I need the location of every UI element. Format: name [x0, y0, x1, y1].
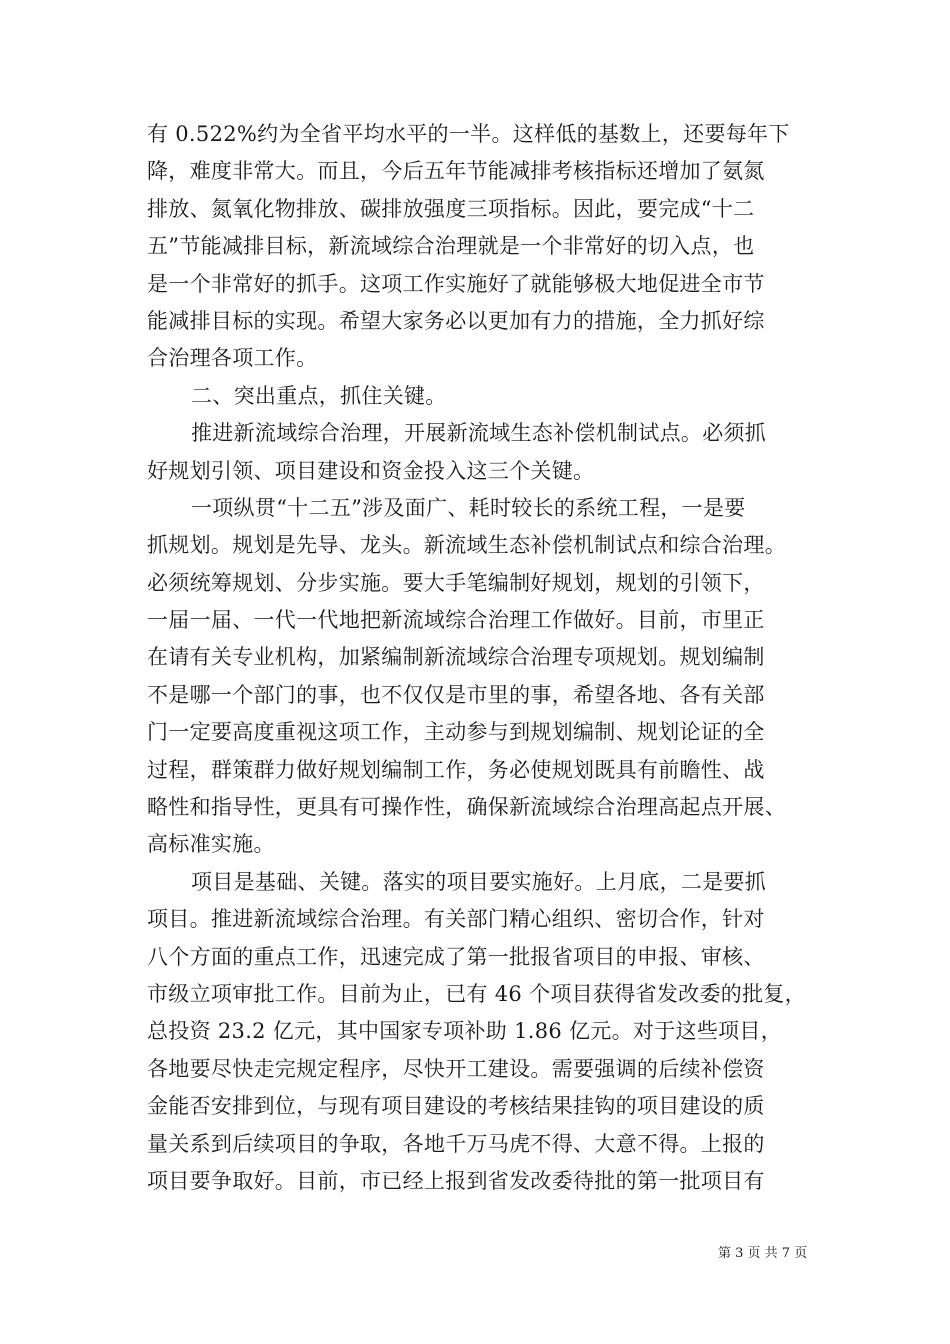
text-line: 过程，群策群力做好规划编制工作，务必使规划既具有前瞻性、战 — [147, 757, 765, 782]
text-line: 门一定要高度重视这项工作，主动参与到规划编制、规划论证的全 — [147, 720, 765, 745]
text-line: 是一个非常好的抓手。这项工作实施好了就能够极大地促进全市节 — [147, 271, 765, 296]
text-line: 有 0.522%约为全省平均水平的一半。这样低的基数上，还要每年下 — [147, 122, 790, 146]
text-line: 各地要尽快走完规定程序，尽快开工建设。需要强调的后续补偿资 — [147, 1056, 765, 1081]
page-number-footer: 第 3 页 共 7 页 — [718, 1246, 808, 1261]
text-line: 不是哪一个部门的事，也不仅仅是市里的事，希望各地、各有关部 — [147, 682, 765, 707]
text-line: 量关系到后续项目的争取，各地千万马虎不得、大意不得。上报的 — [147, 1131, 765, 1156]
text-line: 抓规划。规划是先导、龙头。新流域生态补偿机制试点和综合治理。 — [147, 533, 786, 558]
text-line: 一届一届、一代一代地把新流域综合治理工作做好。目前，市里正 — [147, 608, 765, 633]
text-line: 项目要争取好。目前，市已经上报到省发改委待批的第一批项目有 — [147, 1168, 765, 1193]
text-line: 略性和指导性，更具有可操作性，确保新流域综合治理高起点开展、 — [147, 795, 786, 820]
document-body — [147, 116, 827, 1200]
text-line: 五”节能减排目标，新流域综合治理就是一个非常好的切入点，也 — [147, 234, 755, 259]
text-line: 项目是基础、关键。落实的项目要实施好。上月底，二是要抓 — [191, 869, 767, 894]
text-line: 金能否安排到位，与现有项目建设的考核结果挂钩的项目建设的质 — [147, 1094, 765, 1119]
text-line: 好规划引领、项目建设和资金投入这三个关键。 — [147, 458, 595, 483]
text-line: 推进新流域综合治理，开展新流域生态补偿机制试点。必须抓 — [191, 421, 767, 446]
text-line: 高标准实施。 — [147, 832, 275, 857]
text-line: 一项纵贯“十二五”涉及面广、耗时较长的系统工程，一是要 — [191, 495, 746, 520]
text-line: 二、突出重点，抓住关键。 — [191, 383, 447, 408]
text-line: 合治理各项工作。 — [147, 346, 318, 371]
text-line: 项目。推进新流域综合治理。有关部门精心组织、密切合作，针对 — [147, 907, 765, 932]
text-line: 市级立项审批工作。目前为止，已有 46 个项目获得省发改委的批复， — [147, 981, 806, 1006]
text-line: 八个方面的重点工作，迅速完成了第一批报省项目的申报、审核、 — [147, 944, 765, 969]
text-line: 必须统筹规划、分步实施。要大手笔编制好规划，规划的引领下， — [147, 570, 765, 595]
text-line: 总投资 23.2 亿元，其中国家专项补助 1.86 亿元。对于这些项目， — [147, 1019, 783, 1044]
text-line: 降，难度非常大。而且，今后五年节能减排考核指标还增加了氨氮 — [147, 159, 765, 184]
text-line: 在请有关专业机构，加紧编制新流域综合治理专项规划。规划编制 — [147, 645, 765, 670]
text-line: 能减排目标的实现。希望大家务必以更加有力的措施，全力抓好综 — [147, 308, 765, 333]
text-line: 排放、氮氧化物排放、碳排放强度三项指标。因此，要完成“十二 — [147, 196, 755, 221]
